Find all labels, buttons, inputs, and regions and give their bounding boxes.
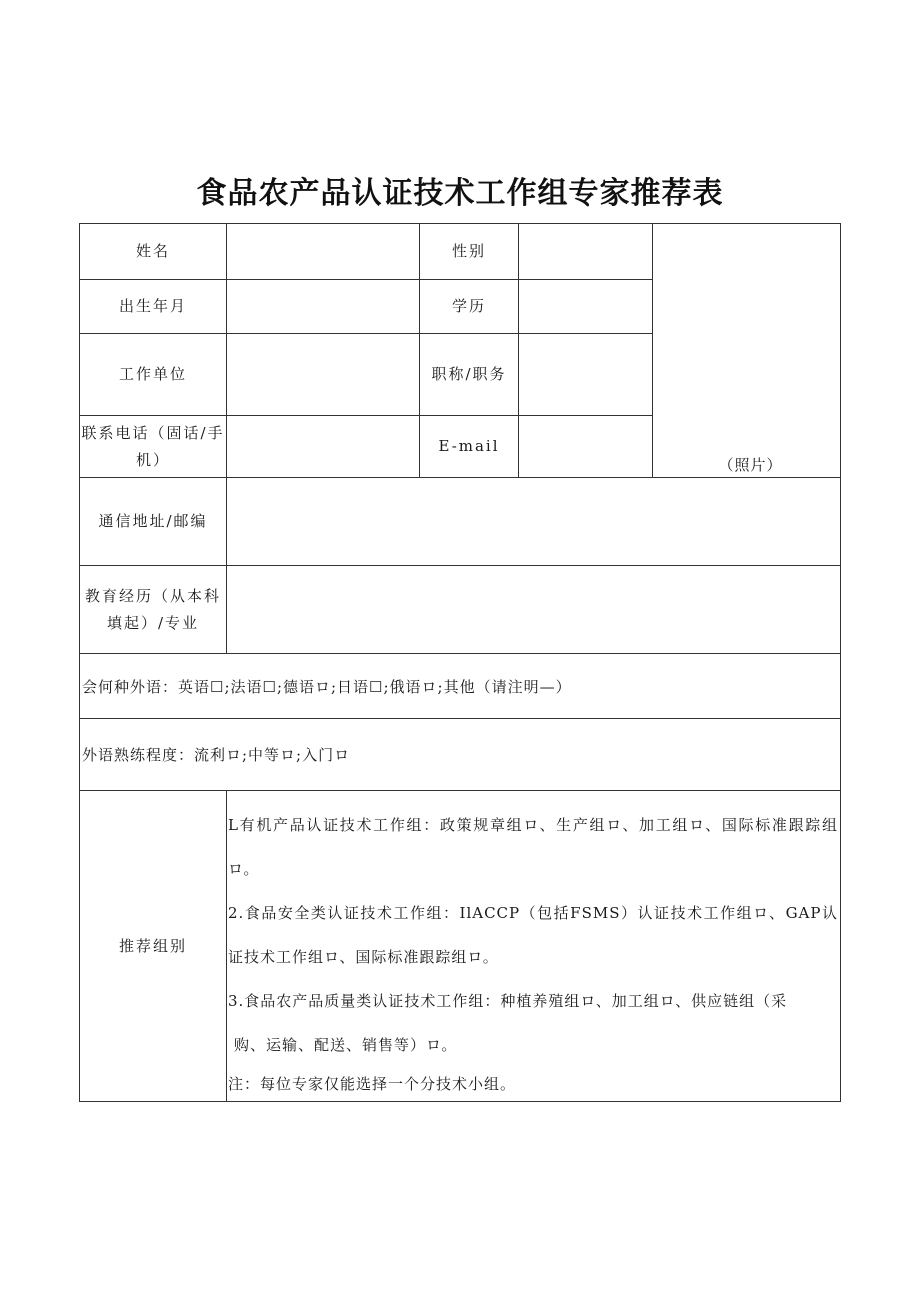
page-title: 食品农产品认证技术工作组专家推荐表 [196,176,724,211]
email-label: E-mail [420,416,519,478]
position-field[interactable] [519,334,653,416]
group-option-1: L有机产品认证技术工作组：政策规章组ロ、生产组ロ、加工组ロ、国际标准跟踪组ロ。 [228,816,838,878]
name-field[interactable] [227,224,420,280]
proficiency-line[interactable]: 外语熟练程度：流利ロ;中等ロ;入门ロ [80,719,841,791]
address-field[interactable] [227,478,841,566]
group-option-2: 2.食品安全类认证技术工作组：IlACCP（包括FSMS）认证技术工作组ロ、GAP认证技术工作组ロ、国际标准跟踪组ロ。 [228,904,838,966]
education-label: 学历 [420,280,519,334]
group-label: 推荐组别 [80,791,227,1102]
photo-label: （照片） [718,456,783,474]
position-label: 职称/职务 [420,334,519,416]
group-option-3a: 3.食品农产品质量类认证技术工作组：种植养殖组ロ、加工组ロ、供应链组（采 [228,992,788,1010]
address-label: 通信地址/邮编 [80,478,227,566]
gender-label: 性别 [420,224,519,280]
group-note: 注：每位专家仅能选择一个分技术小组。 [228,1075,517,1093]
edu-history-label: 教育经历（从本科填起）/专业 [80,566,227,654]
languages-line[interactable]: 会何种外语：英语☐;法语☐;德语ロ;日语☐;俄语ロ;其他（请注明—） [80,654,841,719]
name-label: 姓名 [80,224,227,280]
phone-field[interactable] [227,416,420,478]
employer-field[interactable] [227,334,420,416]
edu-history-field[interactable] [227,566,841,654]
gender-field[interactable] [519,224,653,280]
recommendation-form [79,223,841,1102]
employer-label: 工作单位 [80,334,227,416]
education-field[interactable] [519,280,653,334]
phone-label: 联系电话（固话/手机） [80,416,227,478]
birth-field[interactable] [227,280,420,334]
group-options[interactable] [227,791,841,1102]
email-field[interactable] [519,416,653,478]
birth-label: 出生年月 [80,280,227,334]
group-option-3b: 购、运输、配送、销售等）ロ。 [234,1036,458,1054]
photo-box[interactable] [653,224,841,478]
